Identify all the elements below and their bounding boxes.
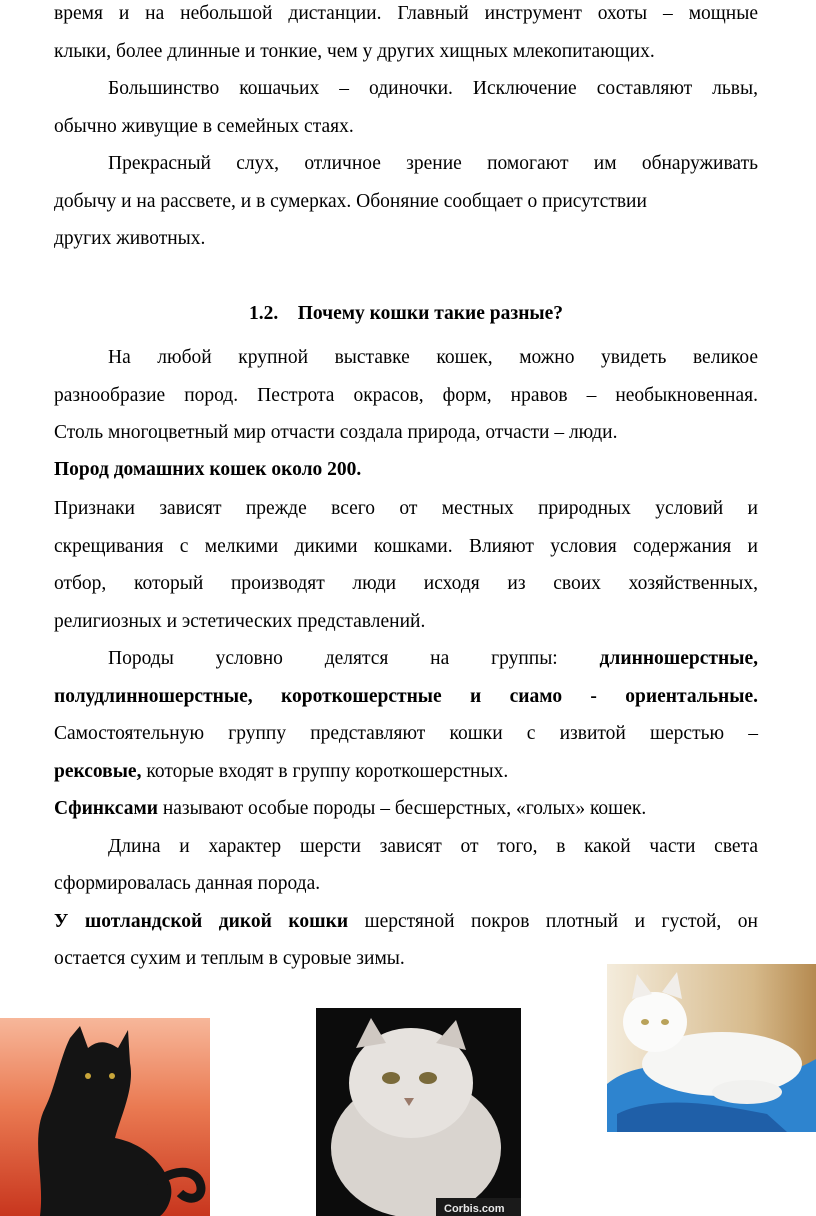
text-line: религиозных и эстетических представлений. xyxy=(54,611,426,632)
text-span: которые входят в группу короткошерстных. xyxy=(141,761,509,782)
text-line xyxy=(54,647,758,671)
text-line: добычу и на рассвете, и в сумерках. Обоняние сообщает о присутствии xyxy=(54,191,647,212)
text-span: называют особые породы – бесшерстных, «голых» кошек. xyxy=(157,798,647,819)
bold-term: У шотландской дикой кошки xyxy=(54,911,349,932)
text-span: шерстяной покров плотный и густой, он xyxy=(348,911,758,932)
text-line: время и на небольшой дистанции. Главный инструмент охоты – мощные xyxy=(54,3,758,24)
bold-term: Сфинксами xyxy=(54,798,158,819)
text-line: остается сухим и теплым в суровые зимы. xyxy=(54,948,405,969)
bold-term-line: полудлинношерстные, короткошерстные и сиамо - ориентальные. xyxy=(54,686,758,707)
white-cat-photo xyxy=(607,964,816,1132)
bold-term: длинношерстные, xyxy=(599,648,758,669)
text-line: клыки, более длинные и тонкие, чем у других хищных млекопитающих. xyxy=(54,41,655,62)
text-line: Длина и характер шерсти зависят от того, в какой части света xyxy=(108,836,758,857)
section-heading: 1.2. Почему кошки такие разные? xyxy=(248,303,564,324)
corbis-watermark: Corbis.com xyxy=(444,1203,505,1215)
persian-cat-photo xyxy=(316,1008,521,1216)
text-line: сформировалась данная порода. xyxy=(54,873,321,894)
text-line: отбор, который производят люди исходя из своих хозяйственных, xyxy=(54,573,758,594)
text-line: Прекрасный слух, отличное зрение помогают им обнаруживать xyxy=(108,153,758,174)
text-line xyxy=(54,910,758,934)
text-line: На любой крупной выставке кошек, можно увидеть великое xyxy=(108,347,758,368)
groups-prefix: Породы условно делятся на группы: xyxy=(108,648,600,669)
text-line: Столь многоцветный мир отчасти создала природа, отчасти – люди. xyxy=(54,422,618,443)
text-line: скрещивания с мелкими дикими кошками. Влияют условия содержания и xyxy=(54,536,758,557)
text-line: Большинство кошачьих – одиночки. Исключение составляют львы, xyxy=(108,78,758,99)
text-line: Признаки зависят прежде всего от местных природных условий и xyxy=(54,498,758,519)
text-line xyxy=(54,797,758,821)
text-line: обычно живущие в семейных стаях. xyxy=(54,116,354,137)
text-line xyxy=(54,760,758,784)
text-line: разнообразие пород. Пестрота окрасов, форм, нравов – необыкновенная. xyxy=(54,385,758,406)
bold-term: рексовые, xyxy=(54,761,142,782)
black-cat-photo xyxy=(0,1018,210,1216)
bold-statement: Пород домашних кошек около 200. xyxy=(54,459,362,480)
text-line: Самостоятельную группу представляют кошки с извитой шерстью – xyxy=(54,723,758,744)
text-line: других животных. xyxy=(54,228,206,249)
